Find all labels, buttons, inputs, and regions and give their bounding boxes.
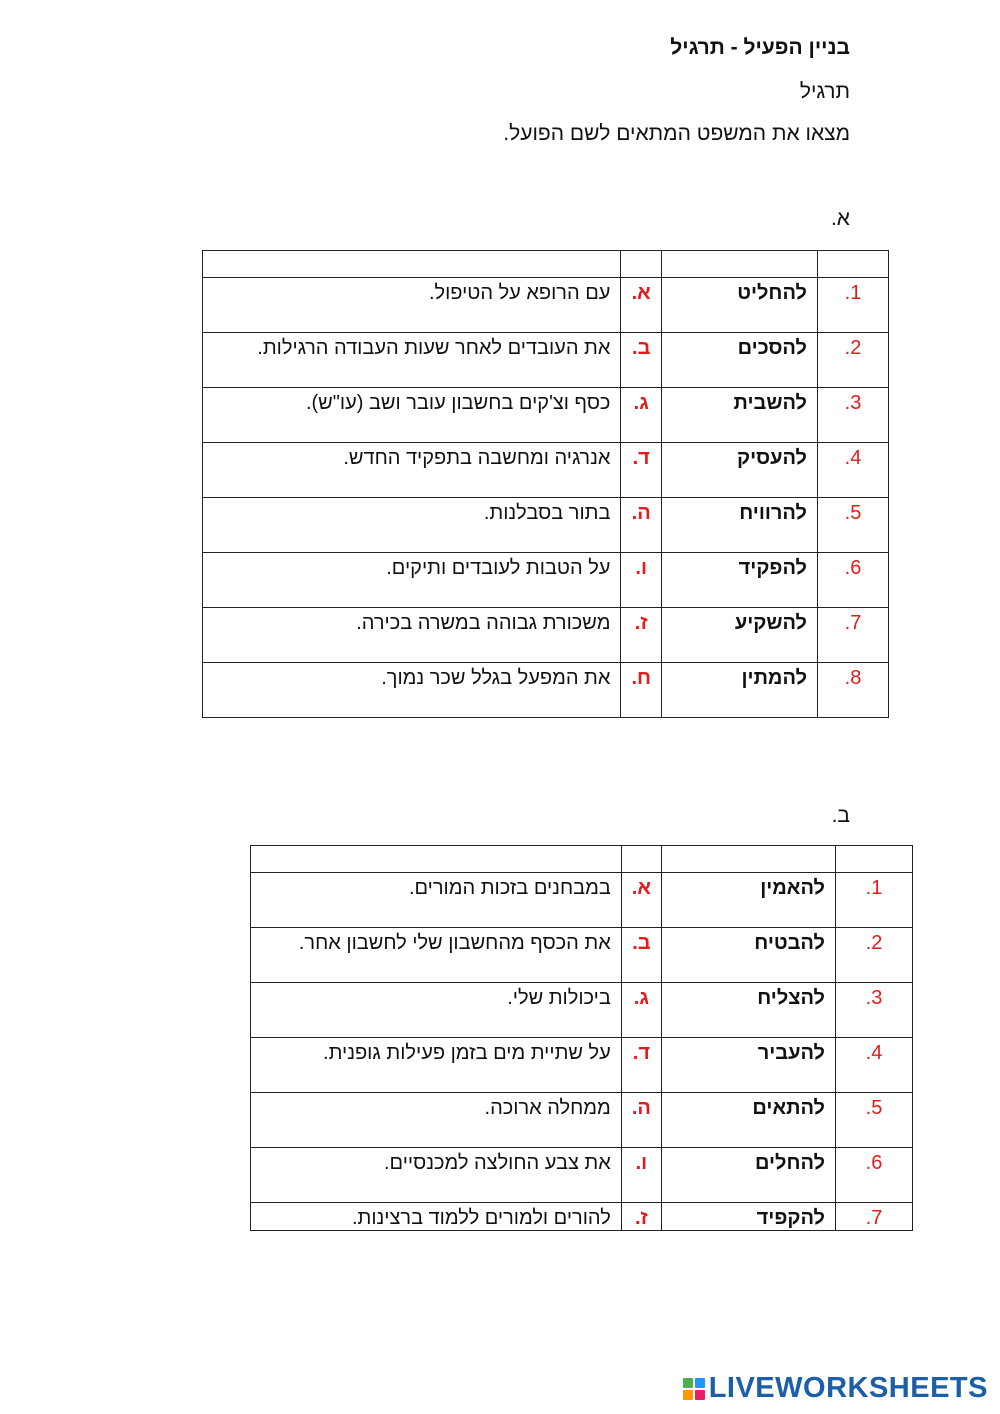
logo-square bbox=[683, 1390, 693, 1400]
item-number: 7. bbox=[818, 608, 889, 663]
phrase-letter: ח. bbox=[621, 663, 662, 718]
phrase-text: בתור בסבלנות. bbox=[203, 498, 621, 553]
verb-infinitive: להשקיע bbox=[662, 608, 818, 663]
brand-name: LIVEWORKSHEETS bbox=[708, 1372, 988, 1404]
phrase-text: את צבע החולצה למכנסיים. bbox=[251, 1148, 622, 1203]
phrase-letter: ב. bbox=[621, 928, 661, 983]
table-row bbox=[203, 278, 889, 333]
phrase-letter: א. bbox=[621, 873, 661, 928]
verb-infinitive: להחלים bbox=[662, 1148, 836, 1203]
phrase-letter: ז. bbox=[621, 608, 662, 663]
phrase-letter: ד. bbox=[621, 1038, 661, 1093]
empty-header-cell bbox=[621, 251, 662, 278]
table-row bbox=[251, 1148, 913, 1203]
item-number: 3. bbox=[818, 388, 889, 443]
item-number: 6. bbox=[836, 1148, 913, 1203]
item-number: 1. bbox=[836, 873, 913, 928]
item-number: 4. bbox=[818, 443, 889, 498]
verb-infinitive: להחליט bbox=[662, 278, 818, 333]
phrase-letter: ב. bbox=[621, 333, 662, 388]
table-row bbox=[203, 608, 889, 663]
phrase-letter: ה. bbox=[621, 498, 662, 553]
empty-header-cell bbox=[251, 846, 622, 873]
phrase-letter: ג. bbox=[621, 388, 662, 443]
phrase-text: במבחנים בזכות המורים. bbox=[251, 873, 622, 928]
item-number: 2. bbox=[836, 928, 913, 983]
phrase-text: על הטבות לעובדים ותיקים. bbox=[203, 553, 621, 608]
table-header-row bbox=[203, 251, 889, 278]
verb-infinitive: להרוויח bbox=[662, 498, 818, 553]
item-number: 7. bbox=[836, 1203, 913, 1231]
table-row bbox=[203, 443, 889, 498]
phrase-text: כסף וצ'קים בחשבון עובר ושב (עו"ש). bbox=[203, 388, 621, 443]
logo-square bbox=[695, 1390, 705, 1400]
item-number: 5. bbox=[836, 1093, 913, 1148]
worksheet-subtitle: תרגיל bbox=[799, 80, 850, 103]
verb-infinitive: להמתין bbox=[662, 663, 818, 718]
item-number: 3. bbox=[836, 983, 913, 1038]
table-row bbox=[203, 553, 889, 608]
footer-brand bbox=[683, 1372, 988, 1405]
empty-header-cell bbox=[662, 846, 836, 873]
verb-infinitive: להסכים bbox=[662, 333, 818, 388]
verb-infinitive: להשבית bbox=[662, 388, 818, 443]
item-number: 1. bbox=[818, 278, 889, 333]
item-number: 5. bbox=[818, 498, 889, 553]
phrase-letter: ו. bbox=[621, 1148, 661, 1203]
phrase-text: את העובדים לאחר שעות העבודה הרגילות. bbox=[203, 333, 621, 388]
section-a-label: א. bbox=[830, 207, 850, 230]
empty-header-cell bbox=[662, 251, 818, 278]
item-number: 8. bbox=[818, 663, 889, 718]
phrase-text: משכורת גבוהה במשרה בכירה. bbox=[203, 608, 621, 663]
liveworksheets-logo-icon bbox=[683, 1378, 705, 1400]
verb-infinitive: להאמין bbox=[662, 873, 836, 928]
phrase-text: את המפעל בגלל שכר נמוך. bbox=[203, 663, 621, 718]
table-row bbox=[203, 333, 889, 388]
table-row bbox=[203, 663, 889, 718]
table-row bbox=[251, 1038, 913, 1093]
phrase-text: את הכסף מהחשבון שלי לחשבון אחר. bbox=[251, 928, 622, 983]
phrase-letter: ז. bbox=[621, 1203, 661, 1231]
section-b-label: ב. bbox=[831, 804, 850, 827]
verb-infinitive: להפקיד bbox=[662, 553, 818, 608]
item-number: 2. bbox=[818, 333, 889, 388]
empty-header-cell bbox=[836, 846, 913, 873]
logo-square bbox=[683, 1378, 693, 1388]
verb-infinitive: להתאים bbox=[662, 1093, 836, 1148]
table-row bbox=[251, 983, 913, 1038]
instruction-text: מצאו את המשפט המתאים לשם הפועל. bbox=[503, 122, 850, 145]
item-number: 4. bbox=[836, 1038, 913, 1093]
table-row bbox=[251, 928, 913, 983]
table-row bbox=[251, 1203, 913, 1231]
phrase-text: ביכולות שלי. bbox=[251, 983, 622, 1038]
item-number: 6. bbox=[818, 553, 889, 608]
table-row bbox=[203, 498, 889, 553]
matching-table-b bbox=[250, 845, 913, 1231]
empty-header-cell bbox=[818, 251, 889, 278]
phrase-letter: ה. bbox=[621, 1093, 661, 1148]
empty-header-cell bbox=[203, 251, 621, 278]
table-row bbox=[251, 1093, 913, 1148]
phrase-letter: א. bbox=[621, 278, 662, 333]
phrase-letter: ו. bbox=[621, 553, 662, 608]
verb-infinitive: להבטיח bbox=[662, 928, 836, 983]
table-row bbox=[203, 388, 889, 443]
verb-infinitive: להצליח bbox=[662, 983, 836, 1038]
verb-infinitive: להעביר bbox=[662, 1038, 836, 1093]
phrase-text: על שתיית מים בזמן פעילות גופנית. bbox=[251, 1038, 622, 1093]
worksheet-title: בניין הפעיל - תרגיל bbox=[670, 36, 850, 59]
verb-infinitive: להקפיד bbox=[662, 1203, 836, 1231]
logo-square bbox=[695, 1378, 705, 1388]
matching-table-a bbox=[202, 250, 889, 718]
phrase-letter: ג. bbox=[621, 983, 661, 1038]
table-row bbox=[251, 873, 913, 928]
empty-header-cell bbox=[621, 846, 661, 873]
phrase-text: אנרגיה ומחשבה בתפקיד החדש. bbox=[203, 443, 621, 498]
phrase-letter: ד. bbox=[621, 443, 662, 498]
table-header-row bbox=[251, 846, 913, 873]
phrase-text: עם הרופא על הטיפול. bbox=[203, 278, 621, 333]
verb-infinitive: להעסיק bbox=[662, 443, 818, 498]
phrase-text: להורים ולמורים ללמוד ברצינות. bbox=[251, 1203, 622, 1231]
phrase-text: ממחלה ארוכה. bbox=[251, 1093, 622, 1148]
